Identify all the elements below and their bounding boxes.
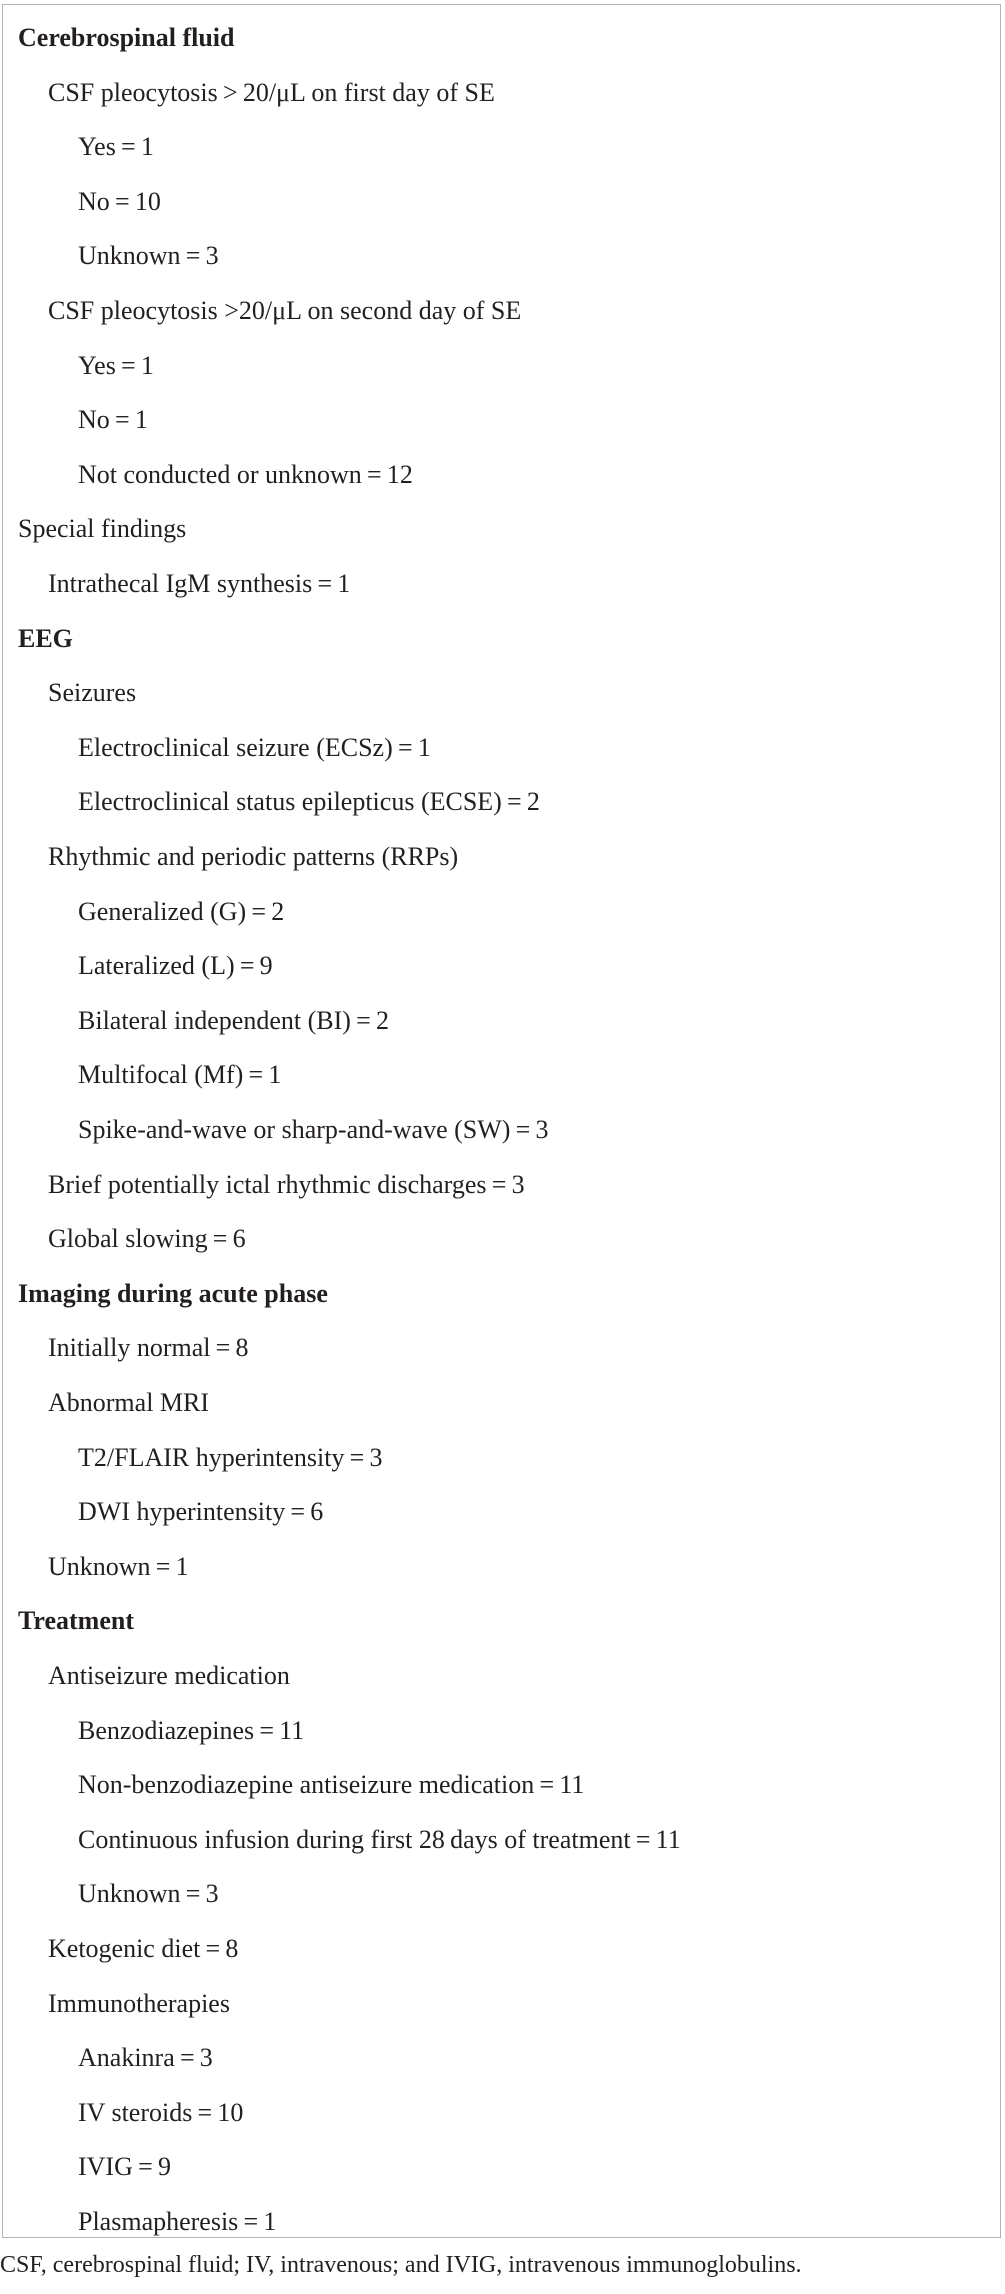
table-row-value: Unknown = 3 (78, 1879, 219, 1909)
table-row-value: No = 10 (78, 186, 161, 216)
table-row-subitem: Initially normal = 8 (48, 1333, 249, 1363)
table-row-subitem: Unknown = 1 (48, 1551, 189, 1581)
table-row-value: Bilateral independent (BI) = 2 (78, 1005, 389, 1035)
table-row-value: Anakinra = 3 (78, 2043, 213, 2073)
table-row-value: Spike-and-wave or sharp-and-wave (SW) = 3 (78, 1115, 549, 1144)
table-row-value: Generalized (G) = 2 (78, 896, 285, 926)
table-row-subitem: Immunotherapies (48, 1988, 230, 2018)
table-row-value: Electroclinical status epilepticus (ECSE) = 2 (78, 787, 540, 817)
table-row-subitem: CSF pleocytosis >20/μL on second day of SE (48, 296, 522, 325)
table-row-subitem: Brief potentially ictal rhythmic discharges = 3 (48, 1169, 525, 1199)
table-row-subitem: Ketogenic diet = 8 (48, 1934, 239, 1963)
table-row-value: Benzodiazepines = 11 (78, 1715, 305, 1745)
table-row-value: Continuous infusion during first 28 days of treatment = 11 (78, 1824, 681, 1854)
table-row-value: IV steroids = 10 (78, 2097, 244, 2127)
table-row-value: Yes = 1 (78, 350, 154, 380)
section-heading: Cerebrospinal fluid (18, 23, 235, 52)
table-row-subitem: Intrathecal IgM synthesis = 1 (48, 569, 351, 598)
section-heading: Imaging during acute phase (18, 1278, 328, 1308)
table-row-subitem: Antiseizure medication (48, 1661, 290, 1690)
table-row-value: Plasmapheresis = 1 (78, 2207, 277, 2236)
table-row-value: Lateralized (L) = 9 (78, 951, 273, 981)
table-row-subitem: Abnormal MRI (48, 1388, 210, 1417)
table-row-value: No = 1 (78, 405, 148, 435)
summary-table (2, 4, 1001, 2238)
table-row-subitem: Seizures (48, 678, 137, 708)
table-row-subitem: CSF pleocytosis > 20/μL on first day of SE (48, 77, 495, 107)
table-row-subitem: Rhythmic and periodic patterns (RRPs) (48, 842, 459, 871)
section-heading: Treatment (18, 1606, 134, 1636)
table-row-value: Electroclinical seizure (ECSz) = 1 (78, 732, 431, 762)
table-row-value: Multifocal (Mf) = 1 (78, 1060, 282, 1090)
table-row-value: Yes = 1 (78, 132, 154, 162)
table-row-subitem: Global slowing = 6 (48, 1224, 246, 1254)
table-row-value: IVIG = 9 (78, 2152, 171, 2182)
table-row-value: DWI hyperintensity = 6 (78, 1497, 324, 1527)
table-row-value: Unknown = 3 (78, 241, 219, 271)
table-row-group: Special findings (18, 514, 187, 544)
table-row-value: Non-benzodiazepine antiseizure medication = 11 (78, 1770, 585, 1800)
table-row-value: Not conducted or unknown = 12 (78, 459, 413, 489)
table-footnote: CSF, cerebrospinal fluid; IV, intravenous; and IVIG, intravenous immunoglobulins. (0, 2252, 802, 2278)
section-heading: EEG (18, 623, 73, 653)
table-row-value: T2/FLAIR hyperintensity = 3 (78, 1442, 383, 1472)
